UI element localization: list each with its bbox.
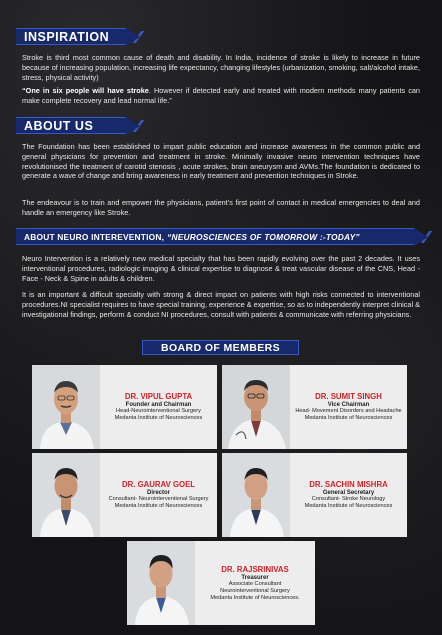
member-photo: [32, 453, 100, 537]
member-name: DR. SUMIT SINGH: [315, 392, 382, 401]
member-info: [195, 541, 315, 625]
member-info: [100, 365, 217, 449]
member-department: Neurointerventional Surgery: [220, 587, 290, 594]
inspiration-heading: INSPIRATION: [24, 29, 110, 44]
member-name: DR. RAJSRINIVAS: [221, 564, 289, 574]
member-institute: Medanta Institute of Neurosciences: [304, 415, 393, 421]
member-name: DR. GAURAV GOEL: [121, 480, 196, 489]
member-name: DR. VIPUL GUPTA: [124, 392, 193, 401]
member-role: General Secretary: [322, 490, 375, 496]
member-photo: [222, 453, 290, 537]
member-institute: Medanta Institute of Neurosciences: [114, 503, 203, 509]
member-role: Founder and Chairman: [125, 402, 192, 408]
doctor-portrait-icon: [127, 541, 195, 625]
member-position: Associate Consultant: [228, 580, 282, 587]
doctor-portrait-icon: [222, 365, 290, 449]
member-info: [290, 453, 407, 537]
member-card: [222, 453, 407, 537]
member-photo: [222, 365, 290, 449]
doctor-portrait-icon: [222, 453, 290, 537]
member-institute: Medanta Institute of Neurosciences: [304, 503, 393, 509]
member-position: Head-Neurointerventional Surgery: [116, 408, 201, 414]
neuro-intervention-paragraph-2: It is an important & difficult specialty with strong & direct impact on patients with high risks connected to interventional procedures.NI specialist requires to have special training, experience & expertise, so as to independently interpret clinical & investigational findings, perform & conduct NI procedures, consult with patients & communicate with referring physicians.: [22, 290, 420, 319]
about-us-paragraph-2: The endeavour is to train and empower the physicians, patient’s first point of contact in medical emergencies to deal and handle an emergency like Stroke.: [22, 198, 420, 217]
member-card: [127, 541, 315, 625]
about-us-banner: [16, 117, 126, 134]
neuro-intervention-heading: ABOUT NEURO INTEREVENTION,: [24, 231, 165, 242]
neuro-intervention-paragraph-1: Neuro Intervention is a relatively new medical specialty that has been rapidly evolving over the past 2 decades. It uses interventional procedures, radiologic imaging & clinical expertise to diagnose & treat vascular disease of the CNS, Head - Face - Neck & Spine in adults & children.: [22, 254, 420, 283]
about-us-heading: ABOUT US: [24, 118, 94, 133]
doctor-portrait-icon: [32, 453, 100, 537]
banner-wing-decoration: [133, 31, 152, 43]
member-institute: Medanta Institute of Neurosciences.: [210, 594, 300, 601]
member-name: DR. SACHIN MISHRA: [309, 480, 388, 489]
member-photo: [127, 541, 195, 625]
member-card: [32, 453, 217, 537]
inspiration-banner: [16, 28, 126, 45]
member-position: Consultant- Neurointerventional Surgery: [108, 496, 209, 502]
member-info: [100, 453, 217, 537]
inspiration-bold-quote: “One in six people will have stroke: [22, 86, 149, 95]
inspiration-paragraph-1: Stroke is third most common cause of death and disability. In India, incidence of stroke is likely to increase in future because of increasing population, increasing life expectancy, changing lifestyles (urbanization, smoking, salt/alcohol intake, stress, physical activity): [22, 53, 420, 82]
inspiration-paragraph-2: [22, 86, 420, 106]
banner-wing-decoration: [133, 120, 152, 132]
banner-wing-decoration: [421, 231, 440, 243]
member-photo: [32, 365, 100, 449]
member-position: Head- Movement Disorders and Headache: [295, 408, 402, 414]
member-info: [290, 365, 407, 449]
member-institute: Medanta Institute of Neurosciences: [114, 415, 203, 421]
member-card: [222, 365, 407, 449]
member-role: Director: [146, 490, 170, 496]
doctor-portrait-icon: [32, 365, 100, 449]
neuro-intervention-tagline: “NEUROSCIENCES OF TOMORROW :-TODAY”: [167, 231, 360, 242]
about-us-paragraph-1: The Foundation has been established to impart public education and increase awareness in the common public and general physicians for prevention and treatment in stroke. Minimally invasive neuro intervention techniques have revolutionised the treatment of carotid stenosis , acute strokes, brain aneurysm and AVMs.The foundation is dedicated to generate a wave of change and bring awareness in early treatment and prevention techniques in Stroke.: [22, 142, 420, 181]
member-position: Consultant- Stroke Neurology: [311, 496, 386, 502]
member-role: Treasurer: [241, 574, 269, 581]
member-card: [32, 365, 217, 449]
board-of-members-title: BOARD OF MEMBERS: [142, 340, 299, 355]
inspiration-quote-rest: . However if detected early and treated with modern methods many patients can make complete recovery and lead normal life.”: [22, 86, 420, 105]
member-role: Vice Chairman: [327, 402, 370, 408]
neuro-intervention-banner: [16, 228, 414, 245]
